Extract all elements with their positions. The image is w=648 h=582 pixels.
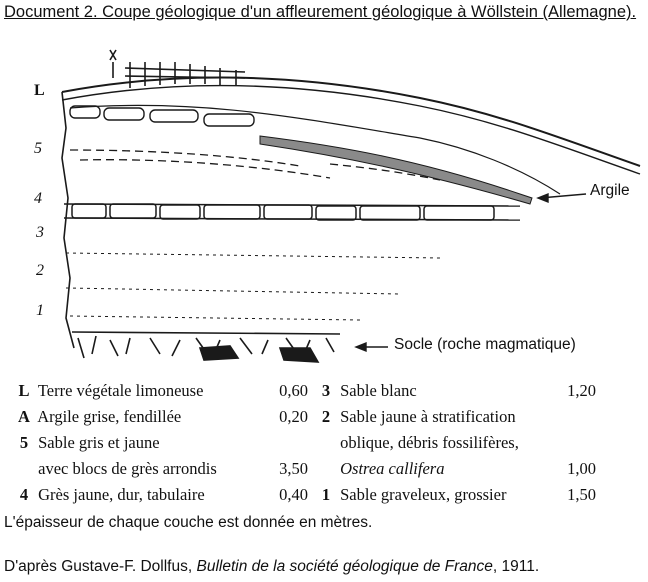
clay-lens	[260, 136, 532, 204]
thickness-note: L'épaisseur de chaque couche est donnée en mètres.	[4, 514, 373, 531]
legend-row-left-3: 5 Sable gris et jaune	[19, 433, 160, 452]
layer-label-2: 2	[36, 262, 44, 279]
basement-rock	[72, 332, 340, 362]
layer-label-5: 5	[34, 140, 42, 157]
legend-row-right-4: Ostrea callifera 1,00	[340, 459, 596, 478]
layer-4-blocks	[64, 204, 520, 220]
layer-label-1: 1	[36, 302, 44, 319]
annotation-arrows	[356, 194, 586, 351]
layer-label-3: 3	[36, 224, 44, 241]
legend-row-left-5: 4 Grès jaune, dur, tabulaire 0,40	[19, 485, 308, 504]
legend-row-left-4: avec blocs de grès arrondis 3,50	[38, 459, 308, 478]
outcrop-left-edge	[62, 92, 74, 348]
document-title: Document 2. Coupe géologique d'un affleurement géologique à Wöllstein (Allemagne).	[4, 3, 637, 21]
layer-label-L: L	[34, 82, 45, 99]
legend-row-right-5: 1 Sable graveleux, grossier 1,50	[321, 485, 596, 504]
annotation-basement: Socle (roche magmatique)	[394, 336, 576, 353]
legend-row-right-2: 2 Sable jaune à stratification	[321, 407, 516, 426]
layer-label-4: 4	[34, 190, 42, 207]
layer-legend	[0, 378, 648, 508]
source-citation: D'après Gustave-F. Dollfus, Bulletin de la société géologique de France, 1911.	[4, 558, 540, 575]
legend-row-right-1: 3 Sable blanc 1,20	[321, 381, 596, 400]
legend-row-left-2: A Argile grise, fendillée 0,20	[18, 407, 308, 426]
annotation-clay: Argile	[590, 182, 630, 199]
geological-section	[0, 48, 648, 378]
layer-boundaries	[66, 253, 440, 320]
vegetation-marks	[110, 50, 245, 88]
section-drawing	[0, 48, 648, 378]
legend-row-left-1: L Terre végétale limoneuse 0,60	[18, 381, 308, 400]
legend-row-right-3: oblique, débris fossilifères,	[340, 433, 519, 452]
